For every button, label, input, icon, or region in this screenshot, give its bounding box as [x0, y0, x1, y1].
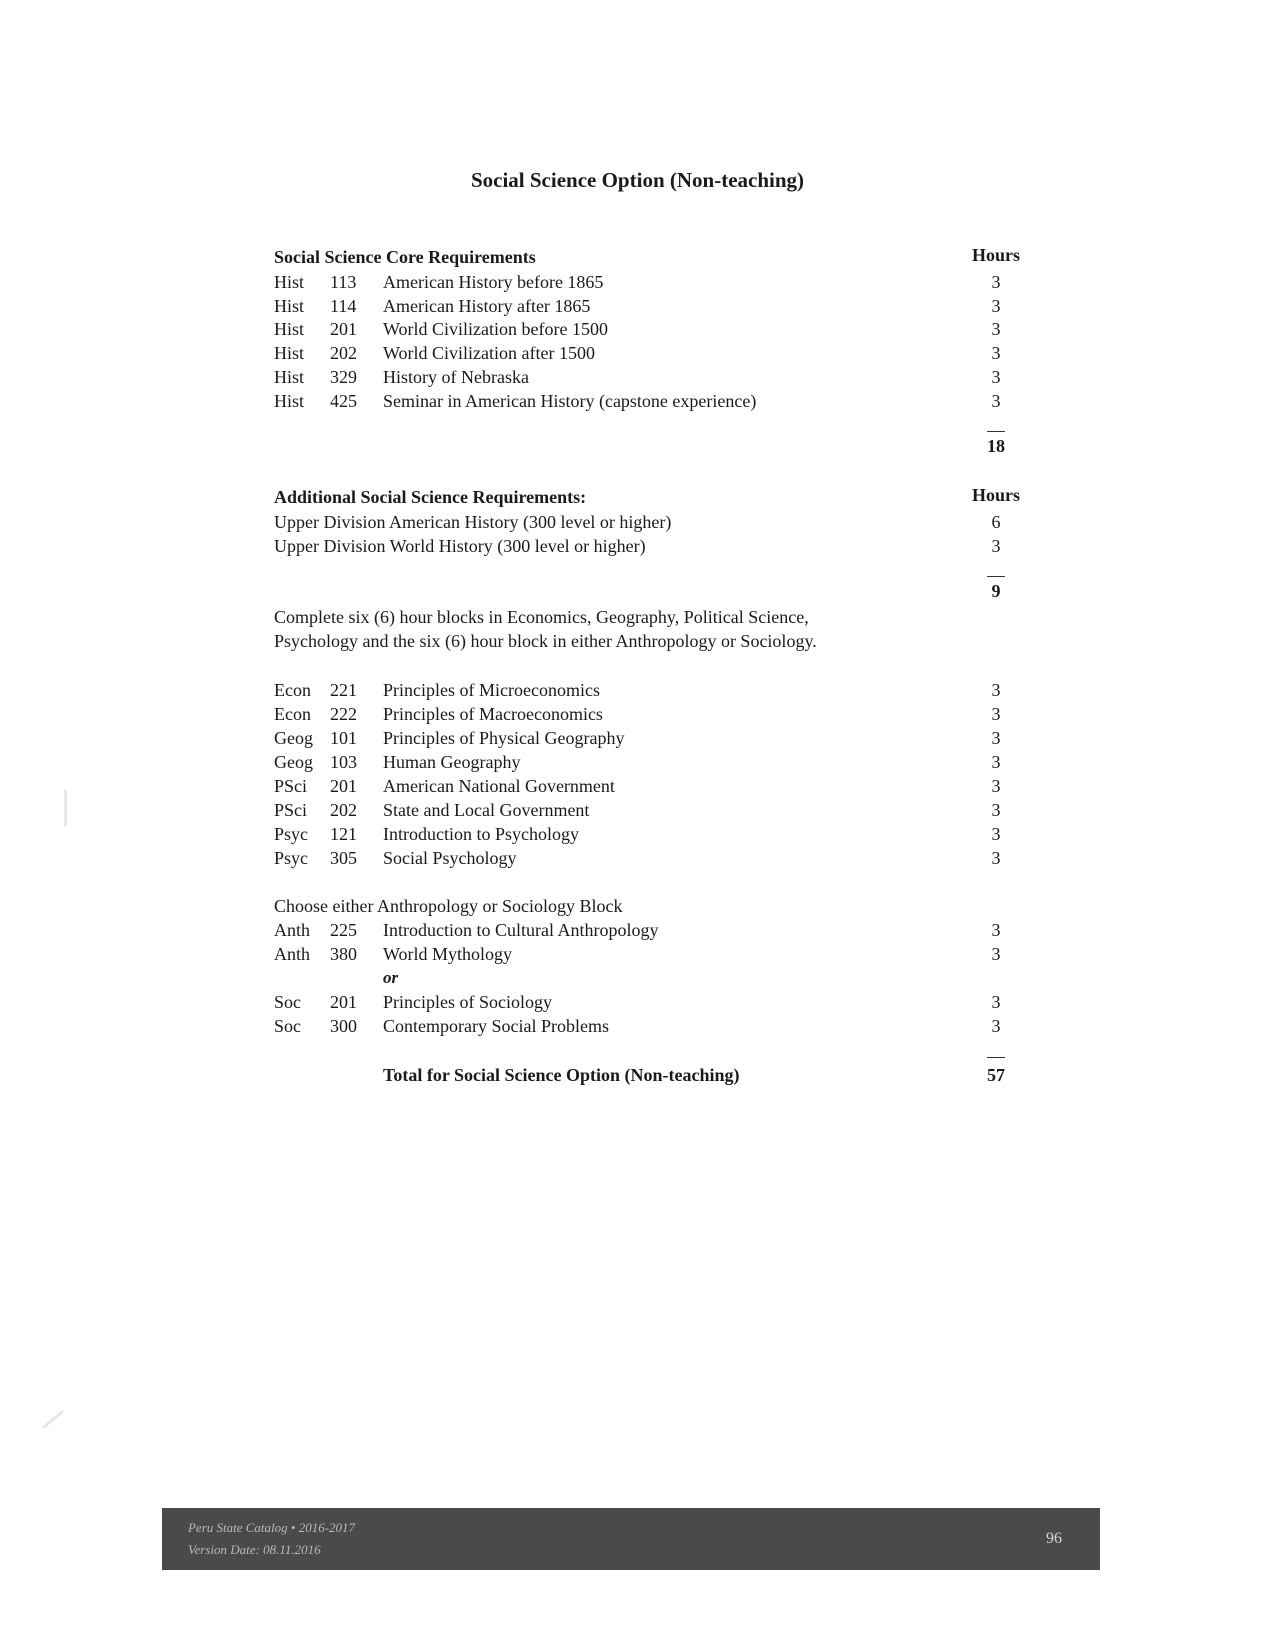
course-title: Social Psychology [383, 848, 517, 868]
page-title: Social Science Option (Non-teaching) [470, 168, 805, 192]
course-hours: 3 [991, 272, 1001, 292]
course-hours: 3 [991, 680, 1001, 700]
course-subject: Hist [274, 296, 305, 316]
requirement-title: Upper Division American History (300 level or higher) [274, 512, 672, 532]
course-number: 202 [330, 800, 357, 820]
course-title: Human Geography [383, 752, 521, 772]
core-subtotal: 18 [987, 436, 1005, 456]
course-title: Introduction to Psychology [383, 824, 579, 844]
blocks-note-line-1: Complete six (6) hour blocks in Economics, Geography, Political Science, [274, 607, 809, 627]
course-title: Principles of Sociology [383, 992, 552, 1012]
course-title: Introduction to Cultural Anthropology [383, 920, 659, 940]
course-subject: Econ [274, 680, 311, 700]
subtotal-rule [987, 431, 1005, 432]
course-subject: Anth [274, 920, 310, 940]
course-number: 425 [330, 391, 357, 411]
course-hours: 3 [991, 1016, 1001, 1036]
footer-version-date: Version Date: 08.11.2016 [188, 1542, 321, 1557]
course-hours: 3 [991, 920, 1001, 940]
course-title: World Mythology [383, 944, 513, 964]
core-heading: Social Science Core Requirements [274, 247, 536, 267]
course-number: 113 [330, 272, 357, 292]
course-hours: 3 [991, 343, 1001, 363]
course-number: 305 [330, 848, 357, 868]
course-subject: Psyc [274, 824, 309, 844]
additional-subtotal: 9 [991, 581, 1001, 601]
course-hours: 3 [991, 800, 1001, 820]
course-subject: Hist [274, 367, 305, 387]
requirement-title: Upper Division World History (300 level or higher) [274, 536, 646, 556]
grand-total-hours: 57 [987, 1065, 1005, 1085]
course-title: World Civilization before 1500 [383, 319, 608, 339]
course-title: Principles of Microeconomics [383, 680, 600, 700]
requirement-hours: 6 [991, 512, 1001, 532]
subtotal-rule [987, 576, 1005, 577]
course-subject: Psyc [274, 848, 309, 868]
grand-total-label: Total for Social Science Option (Non-teaching) [383, 1065, 740, 1085]
course-subject: Econ [274, 704, 311, 724]
course-title: World Civilization after 1500 [383, 343, 596, 363]
core-hours-heading: Hours [971, 245, 1020, 265]
course-hours: 3 [991, 992, 1001, 1012]
course-number: 121 [330, 824, 357, 844]
course-hours: 3 [991, 319, 1001, 339]
or-label: or [383, 968, 399, 987]
course-title: History of Nebraska [383, 367, 529, 387]
course-subject: Soc [274, 1016, 301, 1036]
course-subject: Geog [274, 752, 313, 772]
course-number: 225 [330, 920, 357, 940]
course-subject: Hist [274, 272, 305, 292]
course-subject: Geog [274, 728, 313, 748]
course-number: 300 [330, 1016, 357, 1036]
course-number: 201 [330, 776, 357, 796]
choice-heading: Choose either Anthropology or Sociology Block [274, 896, 623, 916]
course-number: 380 [330, 944, 357, 964]
course-title: Seminar in American History (capstone experience) [383, 391, 757, 411]
course-subject: Hist [274, 391, 305, 411]
course-subject: Hist [274, 343, 305, 363]
course-title: State and Local Government [383, 800, 590, 820]
course-hours: 3 [991, 704, 1001, 724]
course-title: American History after 1865 [383, 296, 591, 316]
course-number: 201 [330, 992, 357, 1012]
course-number: 201 [330, 319, 357, 339]
course-number: 202 [330, 343, 357, 363]
total-rule [987, 1057, 1005, 1058]
additional-hours-heading: Hours [971, 485, 1020, 505]
course-subject: Anth [274, 944, 310, 964]
blocks-note-line-2: Psychology and the six (6) hour block in either Anthropology or Sociology. [274, 631, 817, 651]
course-subject: PSci [274, 800, 308, 820]
scan-mark [42, 1410, 64, 1429]
course-hours: 3 [991, 391, 1001, 411]
course-subject: PSci [274, 776, 308, 796]
course-hours: 3 [991, 752, 1001, 772]
footer-catalog-name: Peru State Catalog • 2016-2017 [188, 1520, 356, 1535]
course-subject: Soc [274, 992, 301, 1012]
course-number: 329 [330, 367, 357, 387]
course-hours: 3 [991, 776, 1001, 796]
course-title: American History before 1865 [383, 272, 604, 292]
catalog-footer [162, 1508, 1100, 1570]
course-title: American National Government [383, 776, 615, 796]
scan-mark [64, 790, 67, 826]
course-subject: Hist [274, 319, 305, 339]
course-number: 221 [330, 680, 357, 700]
course-hours: 3 [991, 944, 1001, 964]
course-hours: 3 [991, 296, 1001, 316]
course-hours: 3 [991, 848, 1001, 868]
course-number: 114 [330, 296, 357, 316]
additional-heading: Additional Social Science Requirements: [274, 487, 587, 507]
course-hours: 3 [991, 728, 1001, 748]
requirement-hours: 3 [991, 536, 1001, 556]
course-number: 222 [330, 704, 357, 724]
course-hours: 3 [991, 367, 1001, 387]
page-number: 96 [1046, 1530, 1062, 1547]
course-number: 101 [330, 728, 357, 748]
course-title: Principles of Physical Geography [383, 728, 625, 748]
course-hours: 3 [991, 824, 1001, 844]
course-title: Principles of Macroeconomics [383, 704, 603, 724]
course-title: Contemporary Social Problems [383, 1016, 609, 1036]
course-number: 103 [330, 752, 357, 772]
